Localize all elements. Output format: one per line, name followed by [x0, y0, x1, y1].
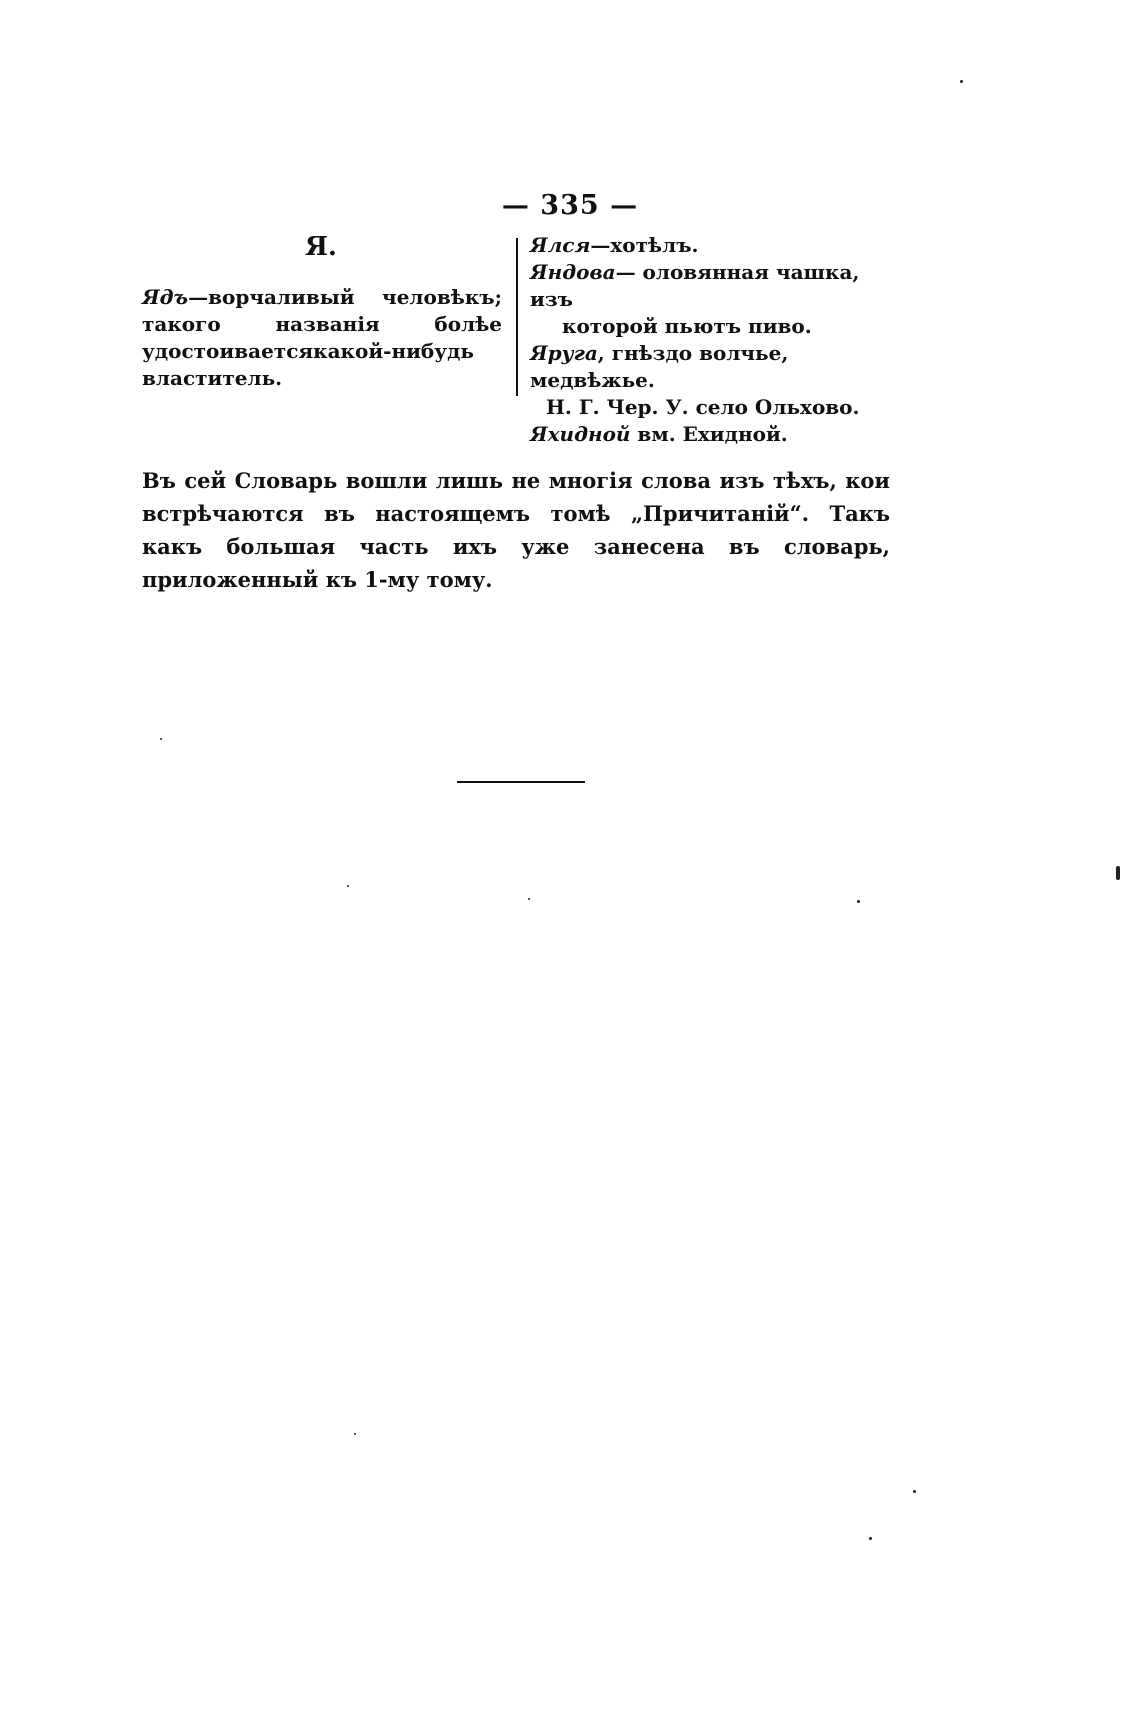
scan-speck	[528, 898, 530, 900]
entry-definition: вм. Ехидной.	[630, 422, 788, 446]
entry-definition: —хотѣлъ.	[590, 233, 699, 257]
entry-headword: Яруга	[530, 341, 598, 365]
section-letter: Я.	[305, 232, 337, 262]
scan-speck	[869, 1537, 872, 1540]
scan-speck	[857, 900, 860, 903]
entry-continuation: которой пьютъ пиво.	[562, 314, 812, 338]
entry-definition: — оловянная чашка, изъ	[530, 260, 860, 311]
dictionary-entry	[530, 232, 890, 259]
column-divider	[516, 238, 518, 396]
right-column	[530, 232, 890, 448]
page-number: — 335 —	[501, 190, 639, 221]
dictionary-entry	[530, 340, 890, 421]
scan-speck	[160, 738, 162, 740]
dictionary-entry	[530, 259, 890, 340]
scan-speck	[1116, 866, 1120, 880]
dictionary-entry	[530, 421, 890, 448]
scan-speck	[960, 80, 963, 83]
entry-headword: Яхидной	[530, 422, 631, 446]
entry-headword: Ядъ	[142, 285, 189, 309]
entry-headword: Яндова	[530, 260, 616, 284]
entry-definition: , гнѣздо волчье, медвѣжье.	[530, 341, 789, 392]
scan-speck	[347, 885, 349, 887]
end-rule	[457, 781, 585, 783]
entry-headword: Ялся	[530, 233, 591, 257]
scan-speck	[354, 1433, 356, 1435]
entry-continuation: Н. Г. Чер. У. село Ольхово.	[546, 395, 860, 419]
entry-definition: —ворчаливый человѣкъ; такого названія болѣе удостоиваетсякакой-нибудь властитель.	[142, 285, 502, 390]
left-column	[142, 284, 502, 392]
scan-speck	[913, 1490, 916, 1493]
dictionary-entry	[142, 284, 502, 392]
editorial-note: Въ сей Словарь вошли лишь не многія слова изъ тѣхъ, кои встрѣчаются въ настоящемъ томѣ „Причитаній“. Такъ какъ большая часть ихъ уже занесена въ словарь, приложенный къ 1-му тому.	[142, 468, 890, 592]
